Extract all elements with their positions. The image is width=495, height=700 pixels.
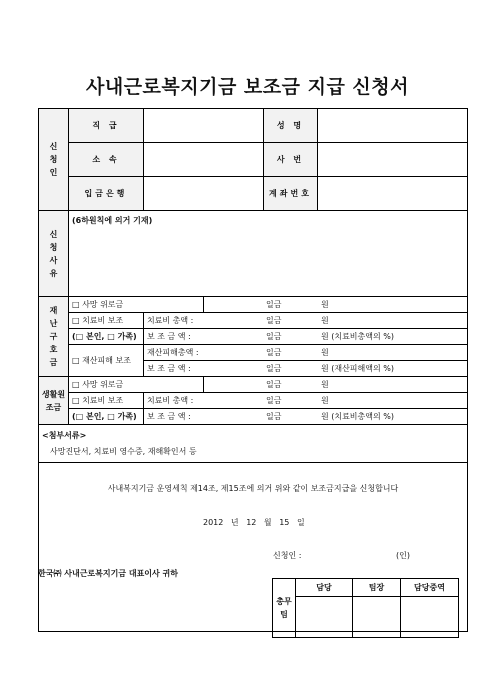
date-month[interactable]: 12 [246,518,257,527]
application-table [38,108,468,463]
application-date [203,517,305,528]
living-row-3-amount[interactable]: 일금 [263,409,318,425]
applicant-section-label: 신청인 [39,109,69,211]
disaster-row-5-amount[interactable]: 일금 [263,361,318,377]
living-row-1-sub [203,377,263,393]
attachments-label: <첨부서류> [42,431,87,440]
statement-text: 사내복지기금 운영세칙 제14조, 제15조에 의거 위와 같이 보조금지급을 신청합니다 [107,484,399,493]
disaster-row-1-option[interactable]: □ 사망 위로금 [68,297,203,313]
living-row-3-sub: 보 조 금 액 : [143,409,263,425]
position-field[interactable] [143,109,263,143]
living-row-1-amount[interactable]: 일금 [263,377,318,393]
approval-col-staff: 담당 [296,579,353,597]
approval-staff-sign[interactable] [296,597,353,638]
disaster-row-3-option[interactable]: (□ 본인, □ 가족) [68,329,143,345]
approval-section-label: 총무팀 [273,579,296,638]
approval-col-team-lead: 팀장 [353,579,401,597]
addressee: 한국㈜ 사내근로복지기금 대표이사 귀하 [38,569,179,578]
attachments-box [39,425,468,463]
living-row-2-option[interactable]: □ 치료비 보조 [68,393,143,409]
living-row-3-won: 원 (치료비총액의 %) [318,409,468,425]
living-section-label: 생활원조금 [39,377,69,425]
living-row-2-amount[interactable]: 일금 [263,393,318,409]
living-row-1-option[interactable]: □ 사망 위로금 [68,377,203,393]
date-year-label: 년 [230,518,239,527]
disaster-row-3-won: 원 (치료비총액의 %) [318,329,468,345]
department-field[interactable] [143,143,263,177]
disaster-row-1-amount[interactable]: 일금 [263,297,318,313]
disaster-row-4-won: 원 [318,345,468,361]
employee-no-field[interactable] [318,143,468,177]
reason-note: (6하원칙에 의거 기재) [71,216,153,225]
position-label: 직 급 [68,109,143,143]
date-day-label: 일 [296,518,305,527]
attachments-text: 사망진단서, 치료비 영수증, 재해확인서 등 [50,447,197,456]
signature-seal[interactable]: (인) [396,551,410,560]
name-label: 성 명 [263,109,318,143]
disaster-row-3-amount[interactable]: 일금 [263,329,318,345]
disaster-row-2-won: 원 [318,313,468,329]
living-row-3-option[interactable]: (□ 본인, □ 가족) [68,409,143,425]
date-year[interactable]: 2012 [203,518,224,527]
disaster-row-2-amount[interactable]: 일금 [263,313,318,329]
reason-section-label: 신청사유 [39,211,69,297]
approval-col-executive: 담당중역 [401,579,459,597]
name-field[interactable] [318,109,468,143]
disaster-row-4-sub: 재산피해총액 : [143,345,263,361]
living-row-2-won: 원 [318,393,468,409]
date-month-label: 월 [263,518,272,527]
living-row-1-won: 원 [318,377,468,393]
signature-label: 신청인 : [273,551,302,560]
bank-field[interactable] [143,177,263,211]
disaster-row-2-sub: 치료비 총액 : [143,313,263,329]
disaster-row-5-won: 원 (재산피해액의 %) [318,361,468,377]
form-title: 사내근로복지기금 보조금 지급 신청서 [85,76,409,98]
department-label: 소 속 [68,143,143,177]
disaster-row-1-won: 원 [318,297,468,313]
approval-table [272,578,459,638]
disaster-section-label: 재난구호금 [39,297,69,377]
account-label: 계좌번호 [263,177,318,211]
disaster-row-4-option[interactable]: □ 재산피해 보조 [68,345,143,377]
disaster-row-5-sub: 보 조 금 액 : [143,361,263,377]
approval-team-lead-sign[interactable] [353,597,401,638]
disaster-row-3-sub: 보 조 금 액 : [143,329,263,345]
approval-executive-sign[interactable] [401,597,459,638]
bank-label: 입금은행 [68,177,143,211]
disaster-row-4-amount[interactable]: 일금 [263,345,318,361]
employee-no-label: 사 번 [263,143,318,177]
reason-field[interactable] [68,211,467,297]
disaster-row-2-option[interactable]: □ 치료비 보조 [68,313,143,329]
living-row-2-sub: 치료비 총액 : [143,393,263,409]
account-field[interactable] [318,177,468,211]
disaster-row-1-sub [203,297,263,313]
date-day[interactable]: 15 [279,518,290,527]
